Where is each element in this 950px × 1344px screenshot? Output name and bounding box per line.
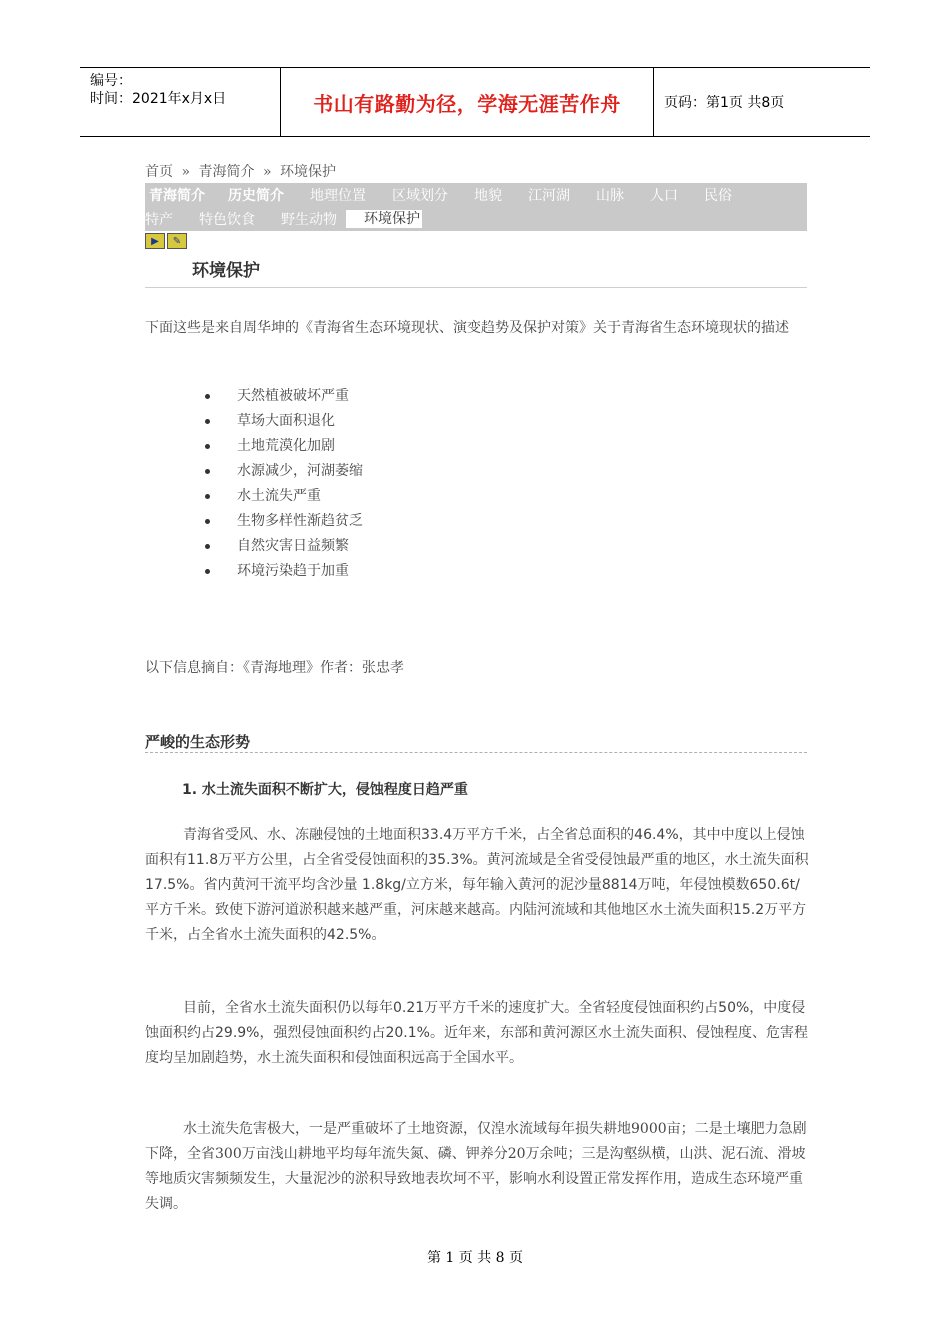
nav-item-cuisine[interactable]: 特色饮食 [199, 212, 255, 228]
nav-item-customs[interactable]: 民俗 [704, 188, 732, 204]
category-nav [145, 183, 807, 231]
bullet-icon [205, 419, 210, 424]
bullet-icon [205, 544, 210, 549]
nav-item-geography[interactable]: 地理位置 [310, 188, 366, 204]
code-label: 编号： [90, 73, 132, 89]
list-item: 天然植被破坏严重 [205, 384, 363, 409]
nav-item-regions[interactable]: 区域划分 [392, 188, 448, 204]
breadcrumb-qinghai-intro[interactable]: 青海简介 [198, 164, 255, 180]
list-item: 环境污染趋于加重 [205, 559, 363, 584]
breadcrumb-current: 环境保护 [279, 164, 336, 180]
list-item: 水土流失严重 [205, 484, 363, 509]
nav-item-landform[interactable]: 地貌 [474, 188, 502, 204]
page-title: 环境保护 [192, 261, 260, 281]
bullet-icon [205, 494, 210, 499]
list-item: 土地荒漠化加剧 [205, 434, 363, 459]
nav-item-wildlife[interactable]: 野生动物 [281, 212, 337, 228]
print-icon[interactable]: ▶ [145, 233, 165, 249]
header-page-info: 页码：第1页 共8页 [664, 95, 785, 111]
page-footer: 第 1 页 共 8 页 [426, 1250, 524, 1266]
bullet-icon [205, 519, 210, 524]
nav-row-2 [145, 207, 422, 231]
bullet-icon [205, 394, 210, 399]
nav-item-rivers-lakes[interactable]: 江河湖 [528, 188, 570, 204]
breadcrumb-separator: » [262, 164, 272, 180]
nav-item-history[interactable]: 历史简介 [228, 188, 284, 204]
list-item: 水源减少，河湖萎缩 [205, 459, 363, 484]
header-meta [80, 68, 281, 136]
list-item: 生物多样性渐趋贫乏 [205, 509, 363, 534]
breadcrumb-separator: » [181, 164, 191, 180]
tool-icons [145, 233, 187, 249]
nav-item-population[interactable]: 人口 [650, 188, 678, 204]
nav-item-mountains[interactable]: 山脉 [596, 188, 624, 204]
nav-item-environment[interactable]: 环境保护 [346, 210, 422, 228]
intro-paragraph: 下面这些是来自周华坤的《青海省生态环境现状、演变趋势及保护对策》关于青海省生态环境现状的描述 [145, 320, 789, 336]
body-paragraph: 水土流失危害极大，一是严重破坏了土地资源，仅湟水流域每年损失耕地9000亩；二是土壤肥力急剧下降，全省300万亩浅山耕地平均每年流失氮、磷、钾养分20万余吨；三是沟壑纵横，山洪、泥石流、滑坡等地质灾害频频发生，大量泥沙的淤积导致地表坎坷不平，影响水利设置正常发挥作用，造成生态环境严重失调。 [145, 1121, 807, 1212]
section-title-text: 严峻的生态形势 [145, 733, 254, 751]
nav-row-1 [145, 183, 732, 207]
section-title [145, 731, 807, 753]
bullet-icon [205, 444, 210, 449]
bookmark-icon[interactable]: ✎ [167, 233, 187, 249]
nav-item-specialties[interactable]: 特产 [145, 212, 173, 228]
time-label: 时间：2021年x月x日 [90, 91, 227, 107]
header-motto: 书山有路勤为径，学海无涯苦作舟 [281, 68, 654, 136]
list-item: 自然灾害日益频繁 [205, 534, 363, 559]
breadcrumb [145, 161, 340, 181]
title-divider [145, 287, 807, 288]
status-list [205, 384, 363, 584]
body-paragraph: 青海省受风、水、冻融侵蚀的土地面积33.4万平方千米，占全省总面积的46.4%，其中中度以上侵蚀面积有11.8万平方公里，占全省受侵蚀面积的35.3%。黄河流域是全省受侵蚀最严重的地区，水土流失面积17.5%。省内黄河干流平均含沙量 1.8kg/立方米，每年输入黄河的泥沙量8814万吨，年侵蚀模数650.6t/平方千米。致使下游河道淤积越来越严重，河床越来越高。内陆河流域和其他地区水土流失面积15.2万平方千米，占全省水土流失面积的42.5%。 [145, 827, 809, 943]
nav-item-qinghai-intro[interactable]: 青海简介 [149, 188, 205, 204]
bullet-icon [205, 569, 210, 574]
list-item: 草场大面积退化 [205, 409, 363, 434]
subsection-heading: 1. 水土流失面积不断扩大，侵蚀程度日趋严重 [182, 782, 468, 798]
body-paragraph: 目前，全省水土流失面积仍以每年0.21万平方千米的速度扩大。全省轻度侵蚀面积约占50%，中度侵蚀面积约占29.9%，强烈侵蚀面积约占20.1%。近年来，东部和黄河源区水土流失面积、侵蚀程度、危害程度均呈加剧趋势，水土流失面积和侵蚀面积远高于全国水平。 [145, 1000, 808, 1066]
bullet-icon [205, 469, 210, 474]
document-header [80, 67, 870, 137]
source-citation: 以下信息摘自：《青海地理》作者：张忠孝 [145, 660, 404, 676]
breadcrumb-home[interactable]: 首页 [145, 164, 173, 180]
